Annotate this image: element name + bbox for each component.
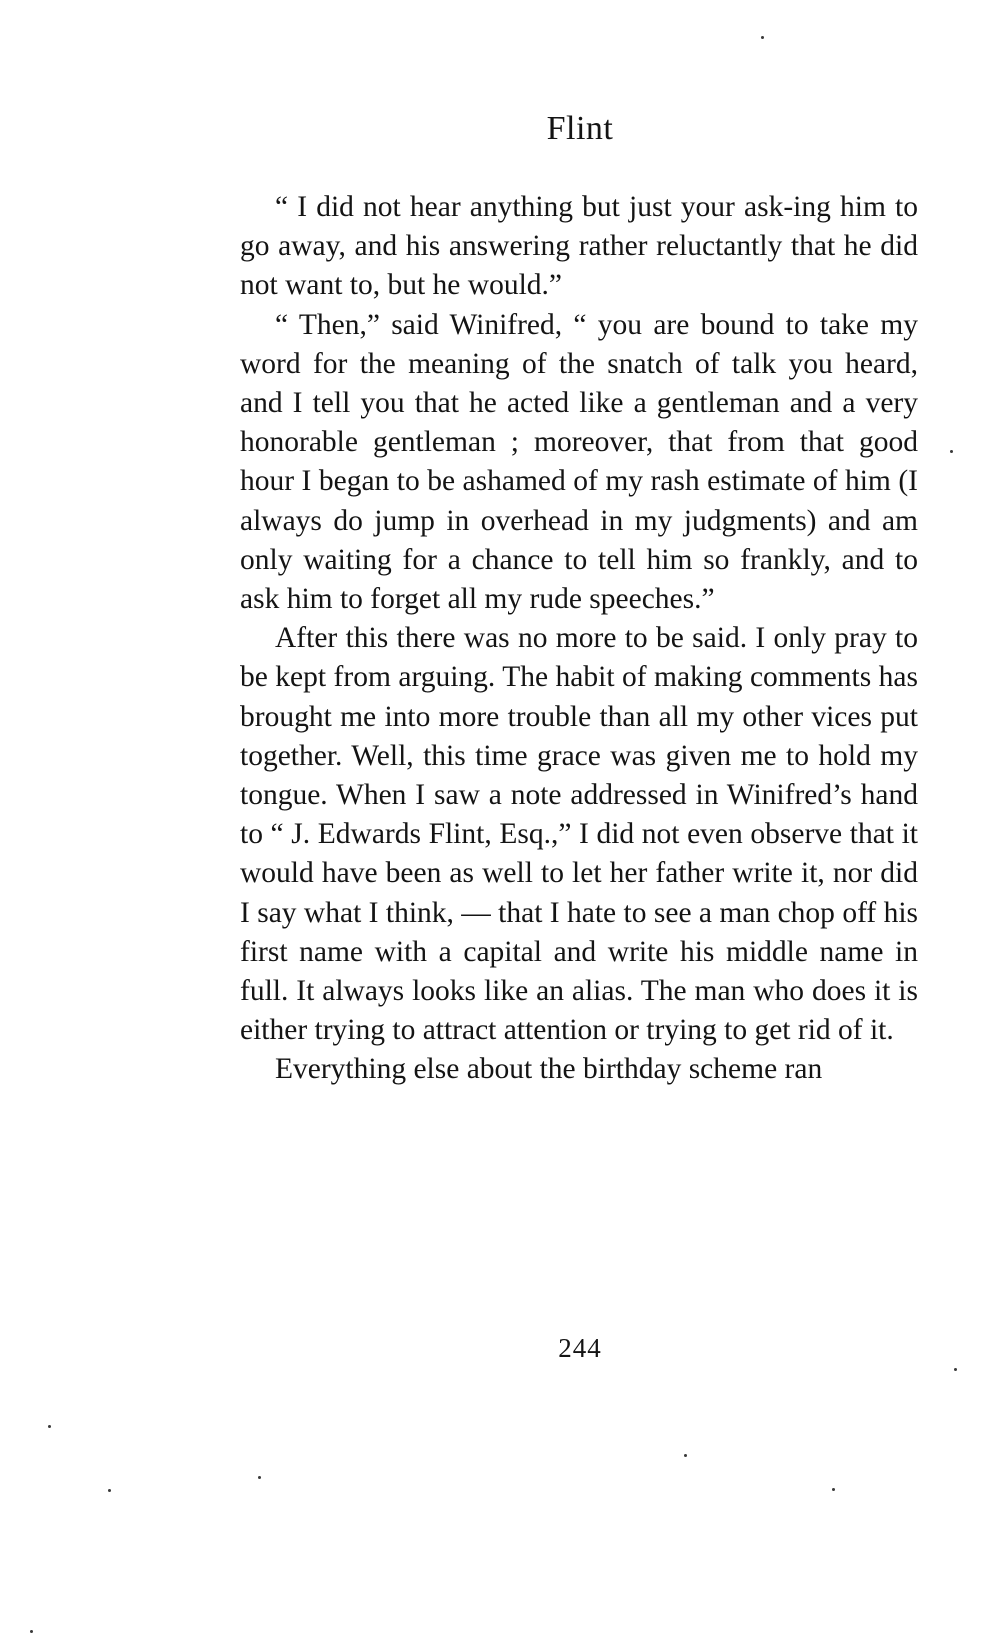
scan-speck xyxy=(30,1630,33,1633)
scan-speck xyxy=(950,450,953,453)
paragraph-3: After this there was no more to be said. I only pray to be kept from arguing. The habit of making comments has brought me into more trouble than all my other vices put together. Well, this time grace was given me to hold my tongue. When I saw a note addressed in Winifred’s hand to “ J. Edwards Flint, Esq.,” I did not even observe that it would have been as well to let her father write it, nor did I say what I think, — that I hate to see a man chop off his first name with a capital and write his middle name in full. It always looks like an alias. The man who does it is either trying to attract attention or trying to get rid of it. xyxy=(240,622,918,1047)
body-text xyxy=(240,188,918,1090)
scan-speck xyxy=(954,1368,957,1371)
running-head: Flint xyxy=(546,110,614,147)
scan-speck xyxy=(684,1454,687,1457)
scan-speck xyxy=(761,36,764,39)
scan-speck xyxy=(258,1476,261,1479)
scan-speck xyxy=(48,1425,51,1428)
scan-speck xyxy=(832,1488,835,1491)
paragraph-4: Everything else about the birthday scheme ran xyxy=(275,1053,823,1086)
paragraph-2: “ Then,” said Winifred, “ you are bound to take my word for the meaning of the snatch of talk you heard, and I tell you that he acted like a gentleman and a very honorable gentleman ; moreover, that from that good hour I began to be ashamed of my rash estimate of him (I always do jump in overhead in my judgments) and am only waiting for a chance to tell him so frankly, and to ask him to forget all my rude speeches.” xyxy=(240,308,918,616)
paragraph-1: “ I did not hear anything but just your ask-ing him to go away, and his answering rather reluctantly that he did not want to, but he would.” xyxy=(240,191,918,302)
page-number: 244 xyxy=(558,1333,602,1363)
scan-speck xyxy=(108,1489,111,1492)
